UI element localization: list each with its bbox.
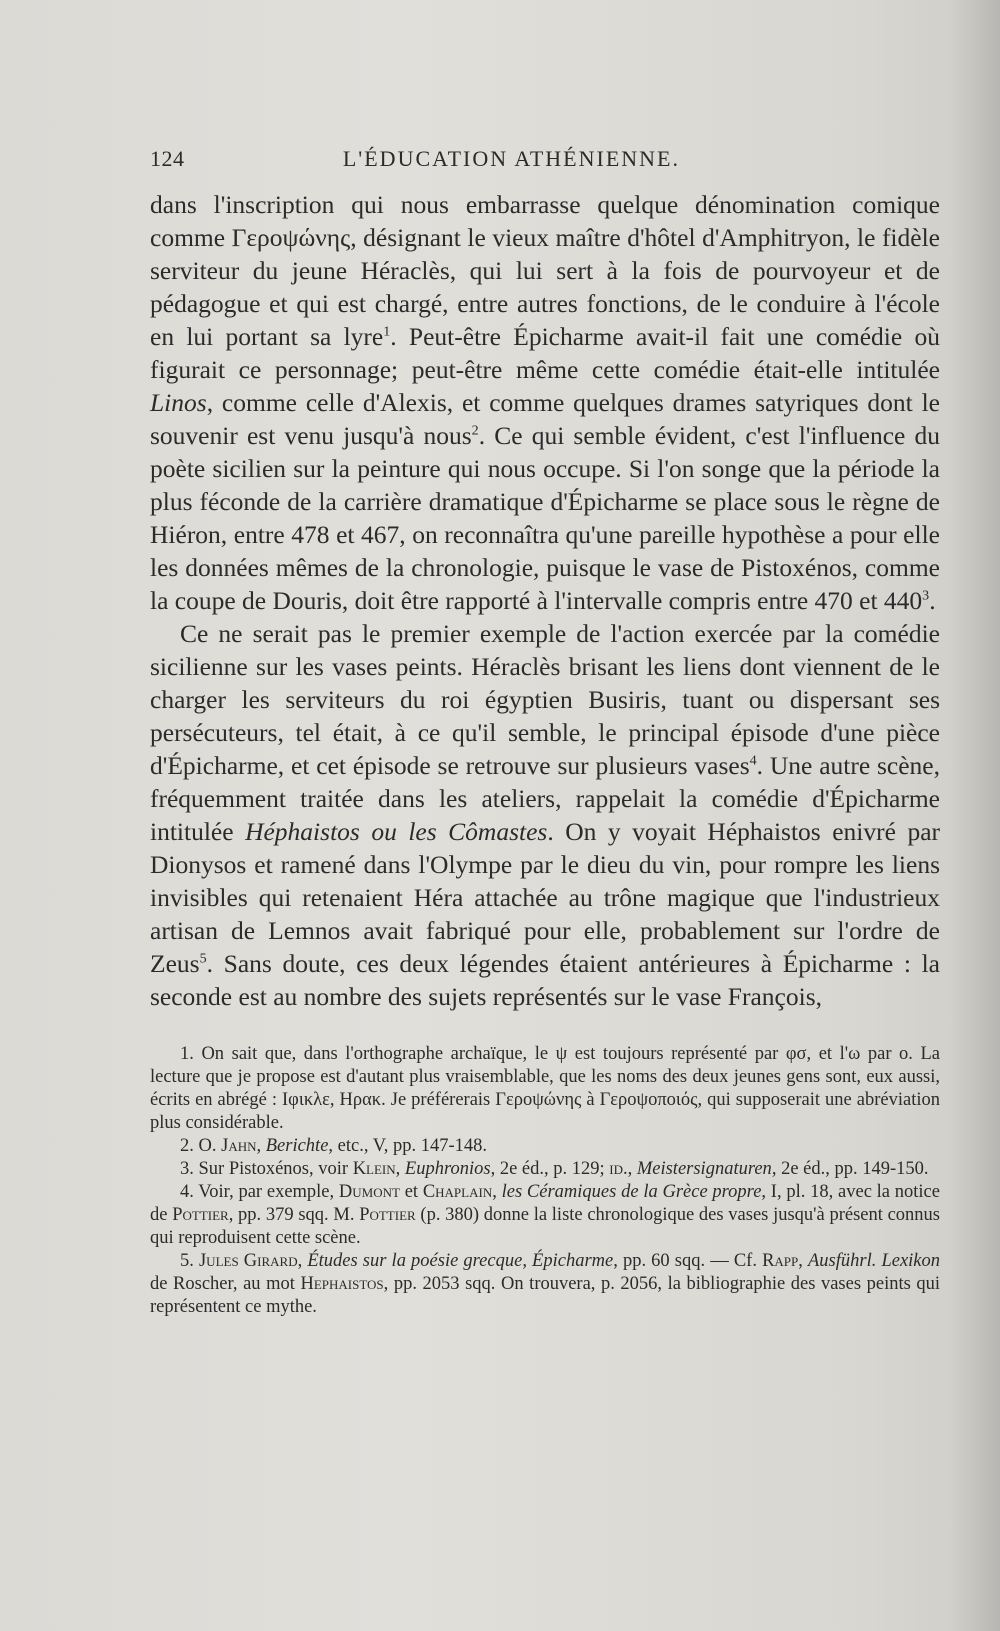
title-hephaistos: Héphaistos ou les Cômastes xyxy=(245,817,548,846)
text-run: . xyxy=(929,586,936,615)
footnote-2 xyxy=(150,1135,940,1158)
footnote-4 xyxy=(150,1181,940,1250)
text-run: , 2e éd., p. 129; xyxy=(490,1159,610,1179)
text-run: (p. 380) donne la liste chronologique des vases jusqu'à présent connus qui reproduisent cette scène. xyxy=(150,1205,940,1248)
text-run: . On y voyait Héphaistos enivré par Dionysos et ramené dans l'Olympe par le dieu du vin, pour rompre les liens invisibles qui retenaient Héra attachée au trône magique que l'industrieux artisan de Lemnos avait fabriqué pour elle, probablement sur l'ordre de Zeus xyxy=(150,817,941,978)
work-title: Meistersignaturen xyxy=(636,1159,772,1179)
footnote-5 xyxy=(150,1250,940,1319)
title-linos: Linos xyxy=(150,388,207,417)
work-title: Euphronios xyxy=(404,1159,491,1179)
footnotes xyxy=(150,1043,940,1319)
footnote-ref-2: 2 xyxy=(471,423,479,439)
footnote-ref-1: 1 xyxy=(383,324,391,340)
text-run: Ce ne serait pas le premier exemple de l'action exercée par la comédie sicilienne sur les vases peints. Héraclès brisant les liens dont viennent de le charger les serviteurs du roi égyptien Busiris, tuant ou dispersant ses persécuteurs, tel était, à ce qu'il semble, le principal épisode d'une pièce d'Épicharme, et cet épisode se retrouve sur plusieurs vases xyxy=(150,619,940,780)
text-run: , pp. 60 sqq. — Cf. xyxy=(613,1251,763,1271)
text-run: . Ce qui semble évident, c'est l'influence du poète sicilien sur la peinture qui nous occupe. Si l'on songe que la période la plus féconde de la carrière dramatique d'Épicharme se place sous le règne de Hiéron, entre 478 et 467, on reconnaîtra qu'une pareille hypothèse a pour elle les données mêmes de la chronologie, puisque le vase de Pistoxénos, comme la coupe de Douris, doit être rapporté à l'intervalle compris entre 470 et 440 xyxy=(150,421,940,615)
text-run: . Une autre scène, fréquemment traitée dans les ateliers, rappelait la comédie d'Épicharme intitulée xyxy=(150,751,941,846)
text-run: 2. O. xyxy=(180,1136,222,1156)
work-title: Ausführl. Lexikon xyxy=(807,1251,941,1271)
page-header xyxy=(150,146,940,180)
paragraph-2 xyxy=(150,617,940,1013)
text-run: et xyxy=(399,1182,423,1202)
author-name: Pottier xyxy=(172,1205,229,1225)
text-run: 5. xyxy=(180,1251,199,1271)
text-run: , xyxy=(627,1159,637,1179)
text-run: , xyxy=(297,1251,308,1271)
work-title: les Céramiques de la Grèce propre xyxy=(501,1182,762,1202)
footnote-ref-4: 4 xyxy=(749,753,757,769)
text-run: dans l'inscription qui nous embarrasse quelque dénomination comique comme Γεροψώνης, désignant le vieux maître d'hôtel d'Amphitryon, le fidèle serviteur du jeune Héraclès, qui lui sert à la fois de pourvoyeur et de pédagogue et qui est chargé, entre autres fonctions, de le conduire à l'école en lui portant sa lyre xyxy=(150,190,940,351)
author-name: Klein xyxy=(352,1159,396,1179)
footnote-1: 1. On sait que, dans l'orthographe archaïque, le ψ est toujours représenté par φσ, et l'ω par ο. La lecture que je propose est d'autant plus vraisemblable, que les noms des deux jeunes gens sont, eux aussi, écrits en abrégé : Iφικλε, Ηρακ. Je préférerais Γεροψώνης à Γεροψοποιός, qui supposerait une abréviation plus considérable. xyxy=(150,1044,940,1133)
text-run: , pp. 2053 sqq. On trouvera, p. 2056, la bibliographie des vases peints qui représentent ce mythe. xyxy=(150,1274,940,1317)
work-title: Berichte xyxy=(265,1136,329,1156)
text-run: de Roscher, au mot xyxy=(150,1274,301,1294)
text-run: , pp. 379 sqq. M. xyxy=(228,1205,360,1225)
main-text xyxy=(150,188,940,1013)
text-run: , I, pl. 18, avec la notice de xyxy=(150,1182,940,1225)
text-run: , comme celle d'Alexis, et comme quelques drames satyriques dont le souvenir est venu jusqu'à nous xyxy=(150,388,940,450)
text-run: , xyxy=(256,1136,266,1156)
text-run: . Sans doute, ces deux légendes étaient antérieures à Épicharme : la seconde est au nombre des sujets représentés sur le vase François, xyxy=(150,949,940,1011)
text-run: , xyxy=(492,1182,502,1202)
text-run: , xyxy=(798,1251,808,1271)
footnote-3 xyxy=(150,1158,940,1181)
running-head: L'ÉDUCATION ATHÉNIENNE. xyxy=(342,146,680,171)
paragraph-1 xyxy=(150,188,940,617)
text-run: 4. Voir, par exemple, xyxy=(180,1182,339,1202)
footnote-ref-3: 3 xyxy=(922,588,930,604)
author-name: Dumont xyxy=(338,1182,400,1202)
author-name: Jules Girard xyxy=(198,1251,298,1271)
author-name: Chaplain xyxy=(422,1182,493,1202)
work-title: Études sur la poésie grecque, Épicharme xyxy=(307,1251,614,1271)
text-run: , 2e éd., pp. 149-150. xyxy=(771,1159,929,1179)
page-number: 124 xyxy=(150,146,185,171)
keyword: Hephaistos xyxy=(300,1274,384,1294)
footnote-ref-5: 5 xyxy=(199,951,207,967)
text-run: 3. Sur Pistoxénos, voir xyxy=(180,1159,353,1179)
text-run: . Peut-être Épicharme avait-il fait une comédie où figurait ce personnage; peut-être même cette comédie était-elle intitulée xyxy=(150,322,940,384)
author-name: Rapp xyxy=(762,1251,799,1271)
author-name: Jahn xyxy=(221,1136,257,1156)
text-run: , etc., V, pp. 147-148. xyxy=(328,1136,488,1156)
ibid: id. xyxy=(609,1159,628,1179)
author-name: Pottier xyxy=(359,1205,416,1225)
text-run: , xyxy=(395,1159,405,1179)
